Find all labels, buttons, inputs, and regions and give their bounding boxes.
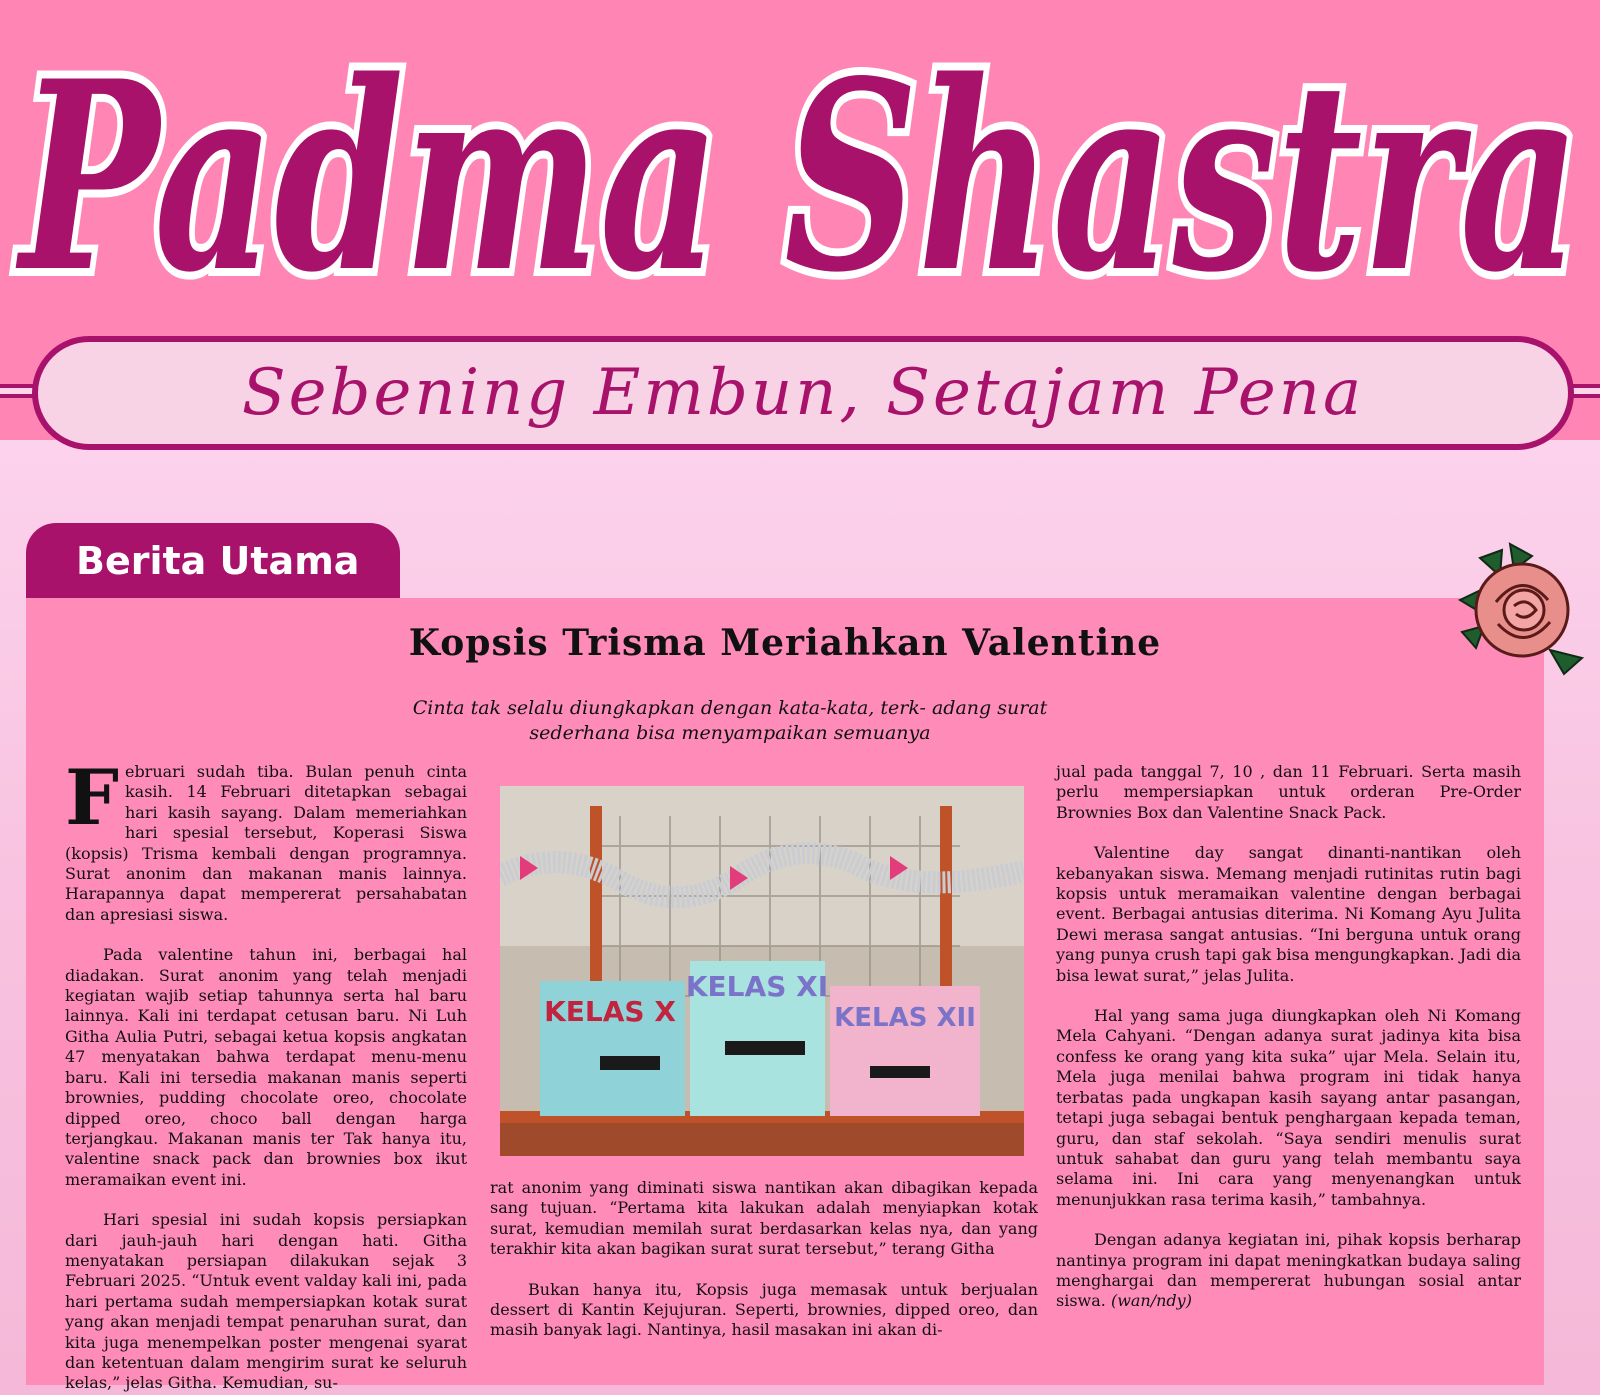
paragraph [65,753,467,925]
article-column-3 [1056,762,1521,1332]
byline: (wan/ndy) [1110,1291,1192,1311]
paragraph: Pada valentine tahun ini, berbagai hal diadakan. Surat anonim yang telah menjadi kegiatan wajib setiap tahunnya serta hal baru lainnya. Kali ini terdapat cetusan baru. Ni Luh Githa Aulia Putri, sebagai ketua kopsis angkatan 47 menyatakan bahwa terdapat menu-menu baru. Kali ini tersedia makanan manis seperti brownies, pudding chocolate oreo, chocolate dipped oreo, choco ball dengan harga terjangkau. Makanan manis ter Tak hanya itu, valentine snack pack dan brownies box ikut meramaikan event ini. [65,945,467,1189]
box-label: KELAS X [544,995,676,1028]
masthead [0,0,1600,440]
section-tab [26,523,400,599]
paragraph: Hari spesial ini sudah kopsis persiapkan dari jauh-jauh hari dengan hati. Githa menyatakan persiapan dilakukan sejak 3 Februari 2025. “Untuk event valday kali ini, pada hari pertama sudah mempersiapkan kotak surat yang akan menjadi tempat penaruhan surat, dan kita juga menempelkan poster mengenai syarat dan ketentuan dalam mengirim surat ke seluruh kelas,” jelas Githa. Kemudian, su- [65,1210,467,1393]
paragraph: rat anonim yang diminati siswa nantikan akan dibagikan kepada sang tujuan. “Pertama kita lakukan adalah menyiapkan kotak surat, kemudian memilah surat berdasarkan kelas nya, dan yang terakhir kita akan bagikan surat surat tersebut,” terang Githa [490,1178,1038,1259]
tagline-banner [32,336,1574,450]
article-photo [500,786,1024,1156]
paragraph: Hal yang sama juga diungkapkan oleh Ni Komang Mela Cahyani. “Dengan adanya surat jadinya kita bisa confess ke orang yang kita suka” ujar Mela. Selain itu, Mela juga menilai bahwa program ini tidak hanya terbatas pada ungkapan kasih sayang antar pasangan, tetapi juga sebagai bentuk penghargaan kepada teman, guru, dan staf sekolah. “Saya sendiri menulis surat untuk sahabat dan guru yang telah membantu saya selama ini. Ini cara yang menyenangkan untuk menunjukkan rasa terima kasih,” tambahnya. [1056,1006,1521,1209]
tagline-text: Sebening Embun, Setajam Pena [241,356,1365,430]
drop-cap: F [65,753,119,842]
paragraph: Valentine day sangat dinanti-nantikan oleh kebanyakan siswa. Memang menjadi rutinitas rutin bagi kopsis untuk meramaikan valentine dengan berbagai event. Berbagai antusias diterima. Ni Komang Ayu Julita Dewi merasa sangat antusias. “Ini berguna untuk orang yang punya crush tapi gak bisa mengungkapkan. Jadi dia bisa lewat surat,” jelas Julita. [1056,843,1521,985]
article-column-2 [490,1178,1038,1361]
box-label: KELAS XI [685,970,829,1003]
article-deck: Cinta tak selalu diungkapkan dengan kata-kata, terk- adang surat sederhana bisa menyampaikan semuanya [412,697,1048,744]
paragraph-text: Dengan adanya kegiatan ini, pihak kopsis berharap nantinya program ini dapat meningkatkan budaya saling menghargai dan mempererat hubungan sosial antar siswa. [1056,1230,1521,1311]
masthead-title: Padma Shastra [14,25,1581,330]
article-column-1 [65,753,467,1395]
paragraph: Bukan hanya itu, Kopsis juga memasak untuk berjualan dessert di Kantin Kejujuran. Seperti, brownies, dipped oreo, dan masih banyak lagi. Nantinya, hasil masakan ini akan di- [490,1279,1038,1340]
section-label: Berita Utama [76,539,360,583]
box-label: KELAS XII [834,1003,976,1033]
paragraph-text: ebruari sudah tiba. Bulan penuh cinta kasih. 14 Februari ditetapkan sebagai hari kasih sayang. Dalam memeriahkan hari spesial tersebut, Koperasi Siswa (kopsis) Trisma kembali dengan programnya. Surat anonim dan makanan manis lainnya. Harapannya dapat mempererat persahabatan dan apresiasi siswa. [65,762,467,924]
masthead-logo [0,0,1600,330]
photo-illustration [500,786,1024,1156]
paragraph: jual pada tanggal 7, 10 , dan 11 Februari. Serta masih perlu mempersiapkan untuk orderan Pre-Order Brownies Box dan Valentine Snack Pack. [1056,762,1521,822]
article-headline: Kopsis Trisma Meriahkan Valentine [408,622,1162,664]
paragraph [1056,1230,1521,1312]
